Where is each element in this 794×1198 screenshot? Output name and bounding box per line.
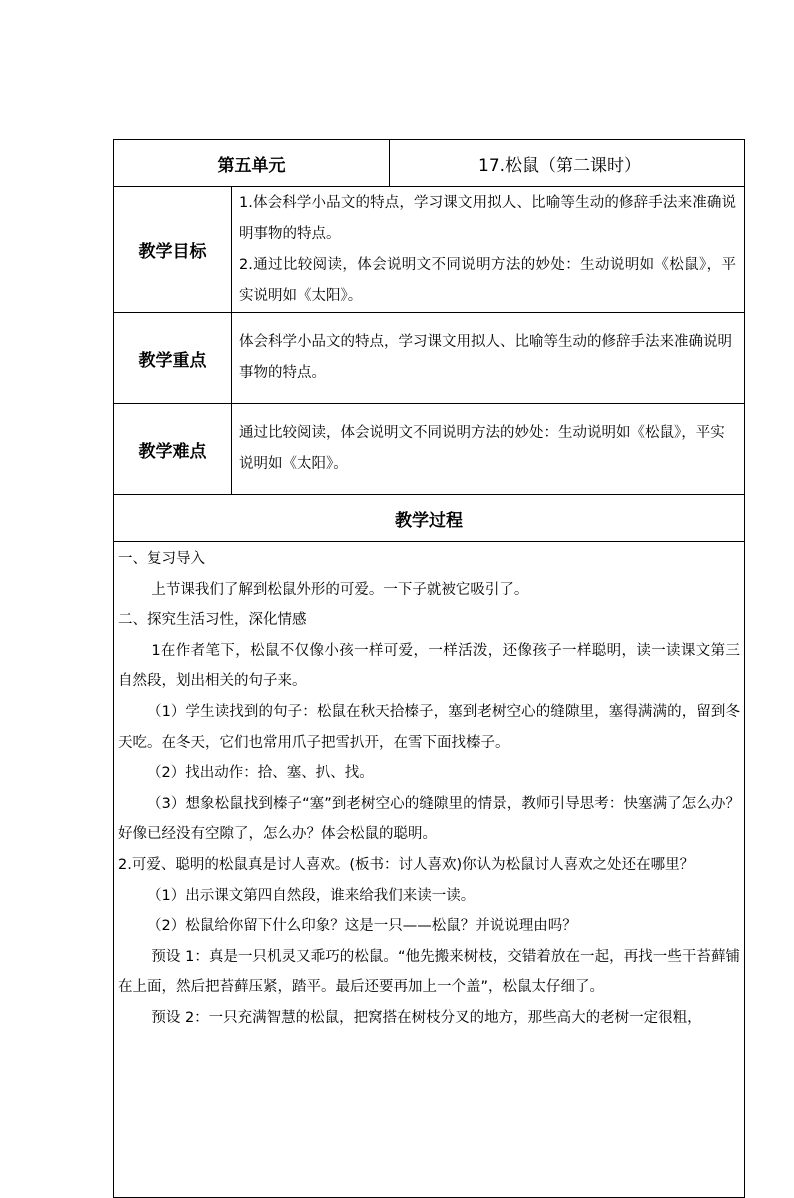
difficulty-row (114, 404, 745, 495)
lesson-plan-sheet (113, 139, 744, 1198)
paragraph: （1）出示课文第四自然段，谁来给我们来读一读。 (147, 887, 476, 904)
section-heading: 二、探究生活习性，深化情感 (118, 612, 307, 629)
goal-item: 2.通过比较阅读，体会说明文不同说明方法的妙处：生动说明如《松鼠》，平实说明如《太阳》。 (239, 256, 736, 304)
paragraph: 预设 2：一只充满智慧的松鼠，把窝搭在树枝分叉的地方，那些高大的老树一定很粗， (151, 1009, 702, 1026)
unit-title: 第五单元 (114, 140, 390, 187)
goal-item: 1.体会科学小品文的特点，学习课文用拟人、比喻等生动的修辞手法来准确说明事物的特点。 (239, 194, 736, 242)
paragraph: 预设 1：真是一只机灵又乖巧的松鼠。“他先搬来树枝，交错着放在一起，再找一些干苔藓铺在上面，然后把苔藓压紧，踏平。最后还要再加上一个盖”，松鼠太仔细了。 (118, 948, 740, 996)
process-title-row (114, 495, 745, 542)
difficulty-content: 通过比较阅读，体会说明文不同说明方法的妙处：生动说明如《松鼠》，平实说明如《太阳》。 (232, 404, 745, 495)
goals-label: 教学目标 (114, 187, 232, 313)
section-heading: 一、复习导入 (118, 551, 205, 567)
paragraph: （3）想象松鼠找到榛子“塞”到老树空心的缝隙里的情景，教师引导思考：快塞满了怎么办？好像已经没有空隙了，怎么办？体会松鼠的聪明。 (118, 795, 740, 843)
paragraph: （1）学生读找到的句子：松鼠在秋天拾榛子，塞到老树空心的缝隙里，塞得满满的，留到冬天吃。在冬天，它们也常用爪子把雪扒开，在雪下面找榛子。 (118, 703, 740, 751)
paragraph: 1在作者笔下，松鼠不仅像小孩一样可爱，一样活泼，还像孩子一样聪明，读一读课文第三自然段，划出相关的句子来。 (118, 642, 740, 690)
paragraph: （2）松鼠给你留下什么印象？这是一只——松鼠？并说说理由吗？ (147, 918, 577, 935)
paragraph: 2.可爱、聪明的松鼠真是讨人喜欢。(板书：讨人喜欢)你认为松鼠讨人喜欢之处还在哪里？ (118, 856, 695, 873)
goals-content (232, 187, 745, 313)
process-body-row (114, 542, 745, 1198)
process-title: 教学过程 (114, 495, 745, 542)
paragraph: 上节课我们了解到松鼠外形的可爱。一下子就被它吸引了。 (151, 581, 529, 598)
difficulty-label: 教学难点 (114, 404, 232, 495)
focus-content: 体会科学小品文的特点，学习课文用拟人、比喻等生动的修辞手法来准确说明事物的特点。 (232, 313, 745, 404)
header-row (114, 140, 745, 187)
lesson-plan-table (113, 139, 745, 1198)
paragraph: （2）找出动作：拾、塞、扒、找。 (147, 765, 374, 782)
goals-row (114, 187, 745, 313)
process-body (114, 542, 745, 1198)
lesson-title: 17.松鼠（第二课时） (390, 140, 745, 187)
focus-label: 教学重点 (114, 313, 232, 404)
focus-row (114, 313, 745, 404)
